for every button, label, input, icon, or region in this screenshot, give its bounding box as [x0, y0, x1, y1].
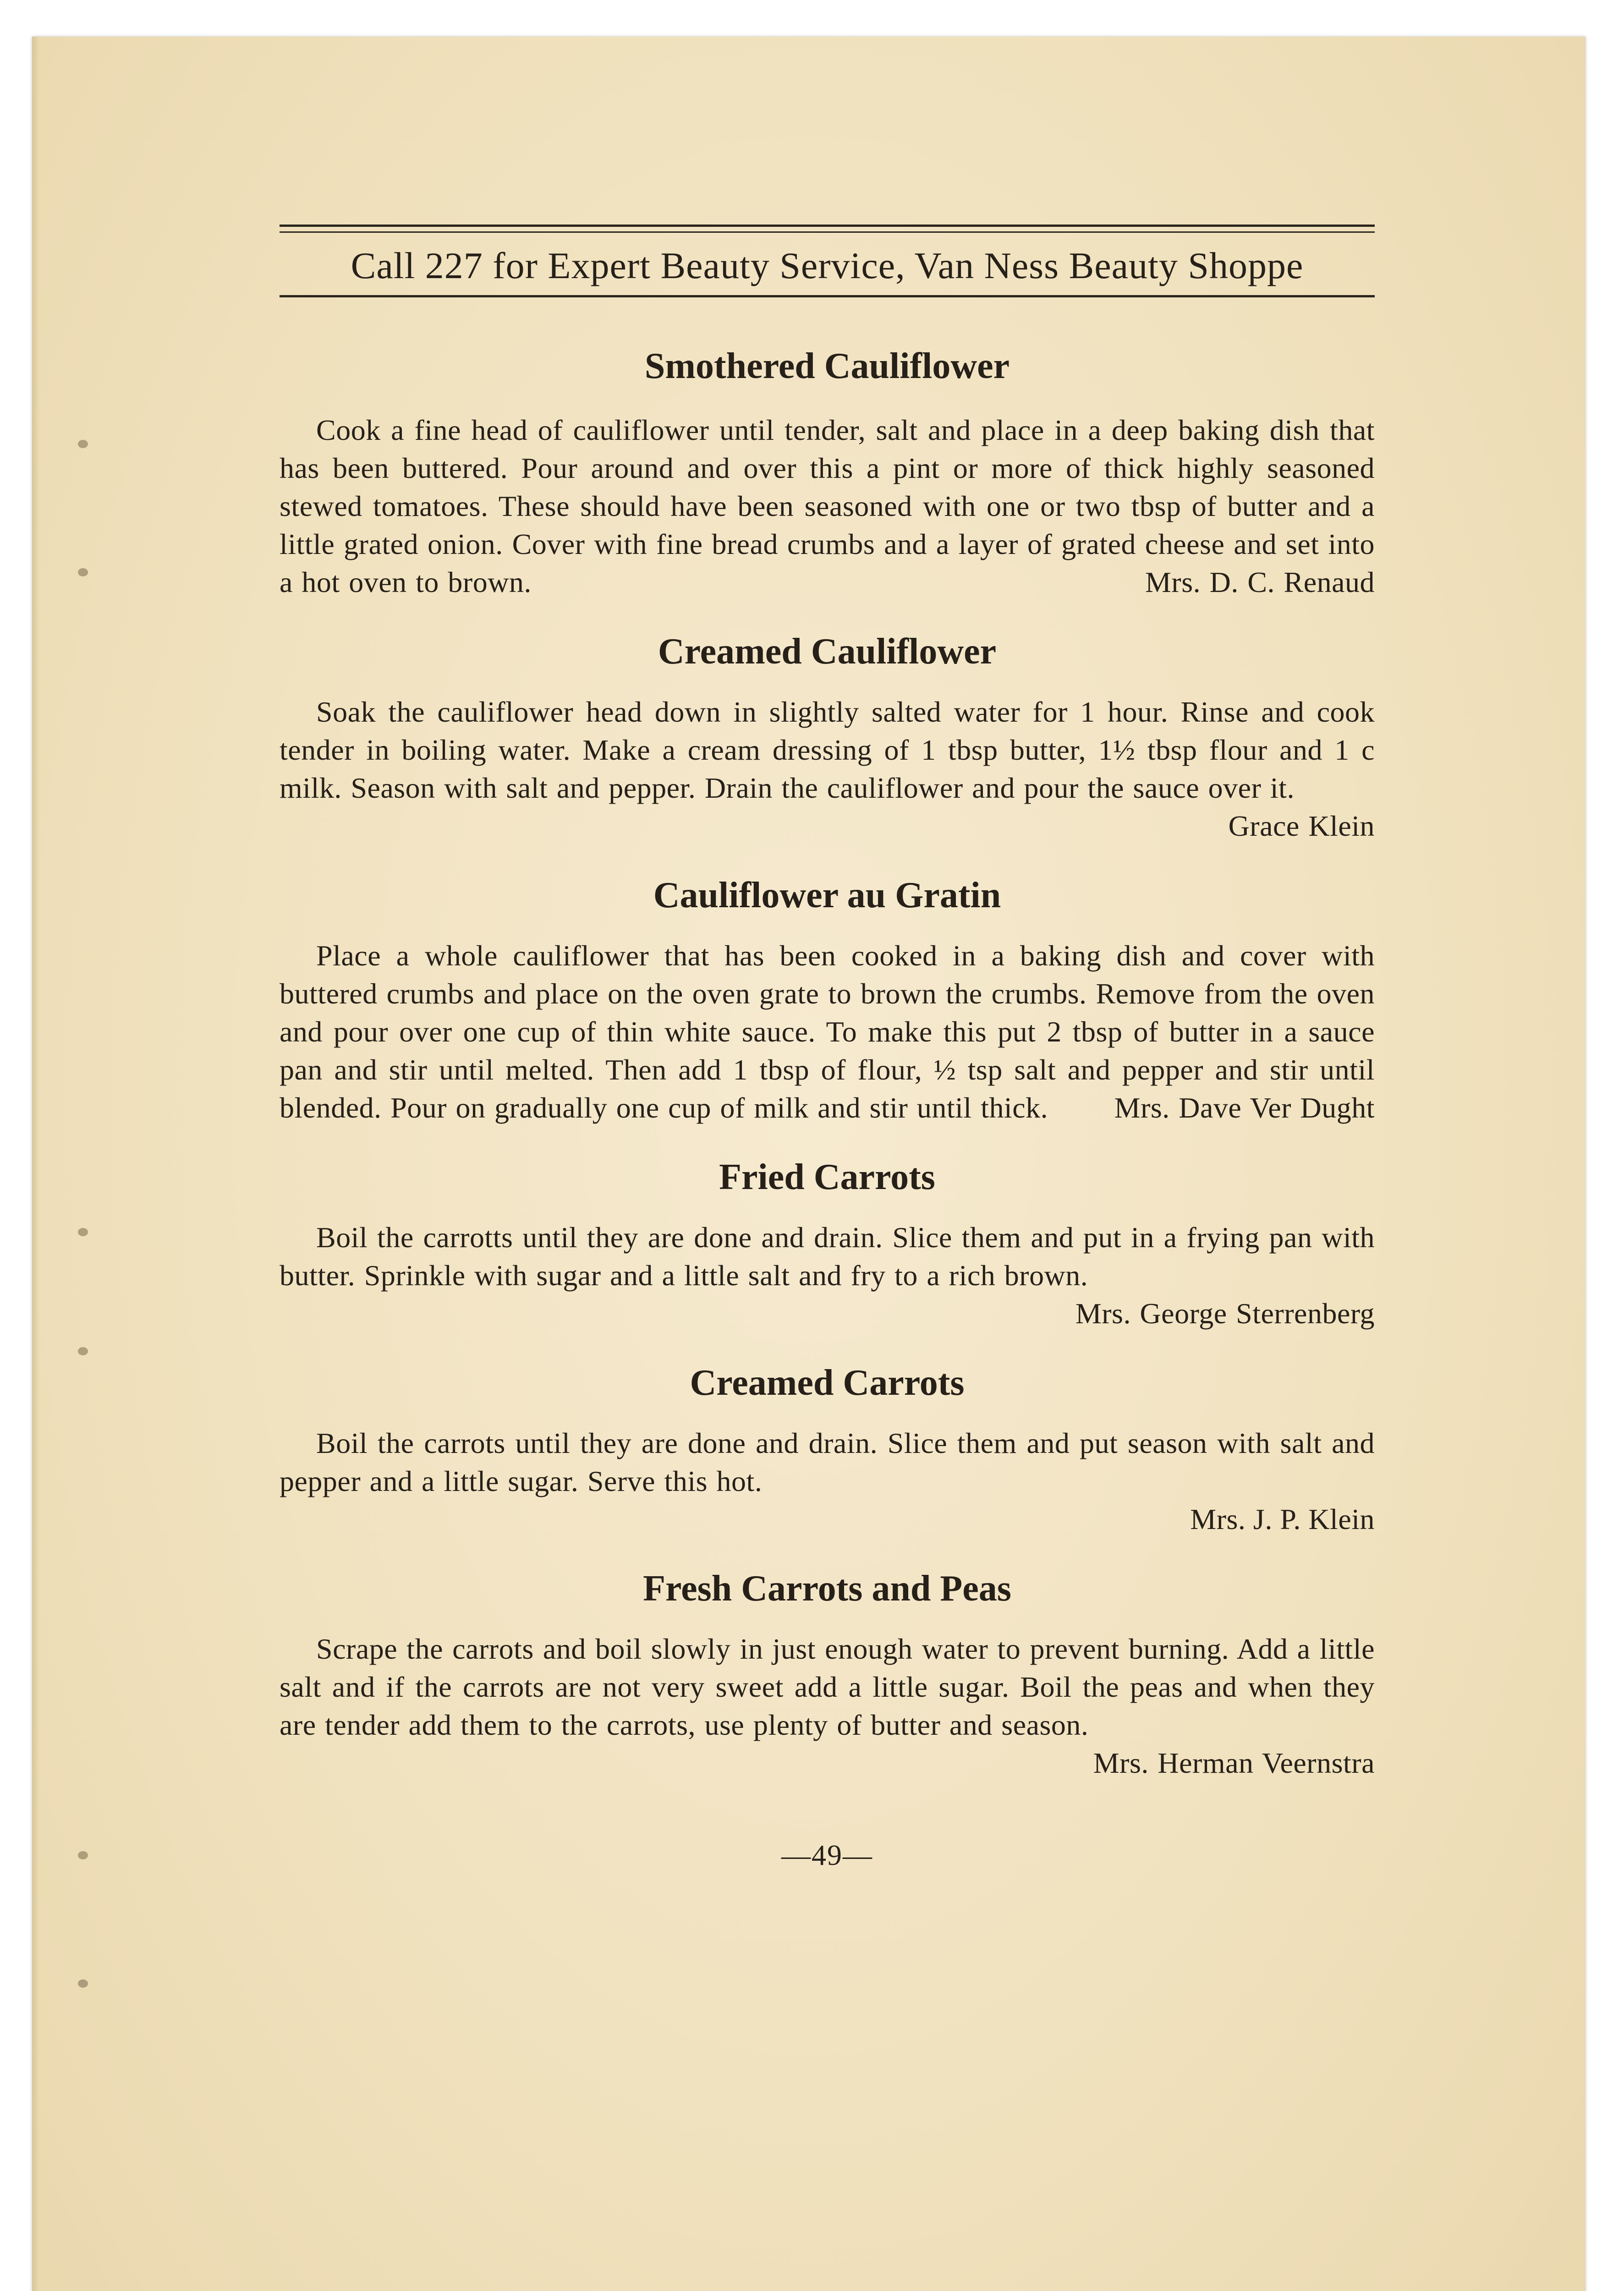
header-advertisement: Call 227 for Expert Beauty Service, Van Ness Beauty Shoppe — [351, 245, 1304, 286]
recipe-title: Smothered Cauliflower — [644, 346, 1010, 386]
recipe-title: Creamed Cauliflower — [658, 631, 997, 672]
header-rule — [280, 231, 1375, 233]
recipe-text: Boil the carrots until they are done and drain. Slice them and put season with salt and pepper and a little sugar. Serve this hot. — [280, 1427, 1375, 1497]
recipe-text — [280, 693, 1375, 842]
recipe-text — [280, 1630, 1375, 1779]
recipe-body: Place a whole cauliflower that has been cooked in a baking dish and cover with buttered crumbs and place on the oven grate to brown the crumbs. Remove from the oven and pour over one cup of thin white sauce. To make this put 2 tbsp of butter in a sauce pan and stir until melted. Then add 1 tbsp of flour, ½ tsp salt and pepper and stir until blended. Pour on gradually one cup of milk and stir until thick. — [280, 939, 1375, 1124]
header-rule — [280, 225, 1375, 227]
recipe-title: Fried Carrots — [719, 1157, 935, 1197]
recipe-fried-carrots — [280, 1154, 1375, 1332]
recipe-text — [280, 411, 1375, 601]
recipe-author: Mrs. George Sterrenberg — [1075, 1297, 1375, 1330]
binding-hole — [78, 1851, 88, 1859]
recipe-cauliflower-au-gratin — [280, 872, 1375, 1127]
recipe-smothered-cauliflower — [280, 343, 1375, 601]
recipe-body: Cook a fine head of cauliflower until tender, salt and place in a deep baking dish that has been buttered. Pour around and over this a pint or more of thick highly seasoned stewed tomatoes. These should have been seasoned with one or two tbsp of butter and a little grated onion. Cover with fine bread crumbs and a layer of grated cheese and set into a hot oven to brown. — [280, 414, 1375, 598]
binding-hole — [78, 1979, 88, 1988]
binding-hole — [78, 440, 88, 448]
recipe-title: Creamed Carrots — [690, 1363, 965, 1403]
recipe-body: Soak the cauliflower head down in slightly salted water for 1 hour. Rinse and cook tender in boiling water. Make a cream dressing of 1 tbsp butter, 1½ tbsp flour and 1 c milk. Season with salt and pepper. Drain the cauliflower and pour the sauce over it. — [280, 696, 1375, 804]
recipe-creamed-cauliflower — [280, 629, 1375, 845]
recipe-fresh-carrots-and-peas — [280, 1566, 1375, 1782]
header-rule — [280, 295, 1375, 297]
recipe-text — [280, 937, 1375, 1127]
recipe-author: Mrs. Dave Ver Dught — [1114, 1091, 1375, 1124]
page-content — [280, 225, 1375, 1874]
binding-hole — [78, 1228, 88, 1236]
recipe-title: Fresh Carrots and Peas — [643, 1568, 1011, 1609]
running-header — [280, 225, 1375, 297]
recipe-body: Boil the carrotts until they are done and drain. Slice them and put in a frying pan with butter. Sprinkle with sugar and a little salt and fry to a rich brown. — [280, 1221, 1375, 1292]
recipe-creamed-carrots — [280, 1360, 1375, 1538]
recipe-text — [280, 1218, 1375, 1330]
page-binding-edge — [32, 37, 39, 2291]
recipe-author: Grace Klein — [1228, 810, 1375, 842]
recipe-title: Cauliflower au Gratin — [653, 875, 1001, 915]
recipe-author: Mrs. Herman Veernstra — [1093, 1747, 1375, 1779]
binding-hole — [78, 568, 88, 576]
recipe-author: Mrs. D. C. Renaud — [1145, 566, 1375, 598]
binding-hole — [78, 1347, 88, 1355]
page-number: —49— — [781, 1839, 873, 1871]
recipe-author: Mrs. J. P. Klein — [1190, 1503, 1375, 1535]
recipe-body: Scrape the carrots and boil slowly in just enough water to prevent burning. Add a little salt and if the carrots are not very sweet add a little sugar. Boil the peas and when they are tender add them to the carrots, use plenty of butter and season. — [280, 1633, 1375, 1741]
